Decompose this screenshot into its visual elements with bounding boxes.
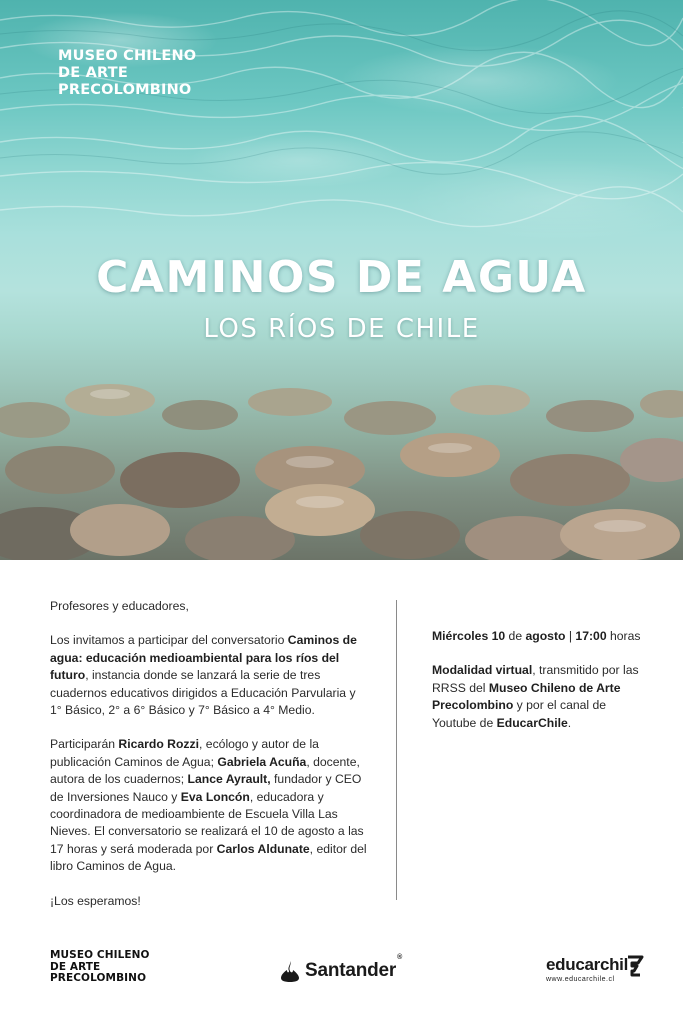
text-run: , instancia donde se lanzará la serie de tres cuadernos educativos dirigidos a Educación Parvularia y 1° Básico, 2° a 6° Básico y 7° Básico a 4° Medio.: [50, 668, 356, 718]
text-run: , educadora y coordinadora de medioambiente de Escuela Villa Las Nieves. El conversatorio se realizará el 10 de agosto a las 17 horas y será moderada por: [50, 789, 364, 856]
event-details: [432, 628, 642, 749]
text-run: de: [505, 629, 526, 643]
intro-paragraph: [50, 632, 370, 719]
conversation-name: Caminos de agua: educación medioambiental para los ríos del futuro: [50, 633, 357, 683]
museum-logo-line: PRECOLOMBINO: [58, 82, 192, 98]
footer-logo-line: MUSEO CHILENO: [50, 949, 150, 961]
text-run: Los invitamos a participar del conversatorio: [50, 633, 288, 648]
text-run: Participarán: [50, 737, 119, 752]
text-run: .: [567, 715, 572, 730]
text-run: fundador y CEO de Inversiones Nauco y: [50, 772, 362, 804]
river-stones: [0, 330, 683, 560]
water-ripples: [0, 0, 683, 260]
educarchile-url: www.educarchile.cl: [546, 976, 615, 983]
event-subtitle: LOS RÍOS DE CHILE: [203, 314, 480, 344]
footer-museum-logo: [50, 950, 150, 985]
educarchile-wordmark: educarchil: [546, 955, 629, 974]
participants-paragraph: [50, 736, 370, 875]
event-month: agosto: [525, 629, 566, 643]
event-title: CAMINOS DE AGUA: [96, 252, 587, 303]
museum-logo-line: MUSEO CHILENO: [58, 48, 197, 64]
footer-logo-line: PRECOLOMBINO: [50, 972, 147, 984]
participant-name: Eva Loncón: [180, 789, 250, 804]
event-datetime: [432, 628, 642, 645]
event-mode: [432, 662, 642, 732]
participant-name: Ricardo Rozzi: [118, 737, 200, 752]
text-run: , transmitido por las RRSS del: [432, 663, 639, 695]
event-day: Miércoles 10: [432, 629, 506, 643]
registered-mark: ®: [397, 954, 403, 961]
santander-text: Santander: [305, 960, 397, 981]
museum-logo: [58, 48, 196, 99]
invitation-text: [50, 598, 370, 927]
closing: ¡Los esperamos!: [50, 893, 141, 908]
moderator-name: Carlos Aldunate: [216, 841, 310, 856]
educarchile-logo: [546, 955, 646, 983]
santander-logo: [280, 954, 403, 984]
santander-wordmark: [305, 954, 403, 982]
participant-name: Gabriela Acuña: [217, 754, 307, 769]
participant-name: Lance Ayrault,: [187, 772, 271, 787]
text-run: , ecólogo y autor de la publicación Caminos de Agua;: [50, 737, 319, 769]
text-run: |: [565, 629, 576, 643]
channel-name: EducarChile: [496, 715, 568, 730]
text-run: , editor del libro Caminos de Agua.: [50, 841, 367, 874]
text-run: horas: [606, 629, 641, 643]
museum-logo-line: DE ARTE: [58, 65, 128, 81]
text-run: , docente, autora de los cuadernos;: [50, 754, 360, 787]
footer-logo-line: DE ARTE: [50, 960, 101, 973]
column-divider: [396, 600, 397, 900]
flame-icon: [280, 960, 300, 982]
museum-name: Museo Chileno de Arte Precolombino: [432, 680, 621, 713]
mode-label: Modalidad virtual: [432, 663, 533, 678]
greeting: Profesores y educadores,: [50, 599, 189, 613]
text-run: y por el canal de Youtube de: [432, 698, 607, 730]
educarchile-e-icon: [624, 953, 646, 979]
event-time: 17:00: [575, 629, 607, 643]
